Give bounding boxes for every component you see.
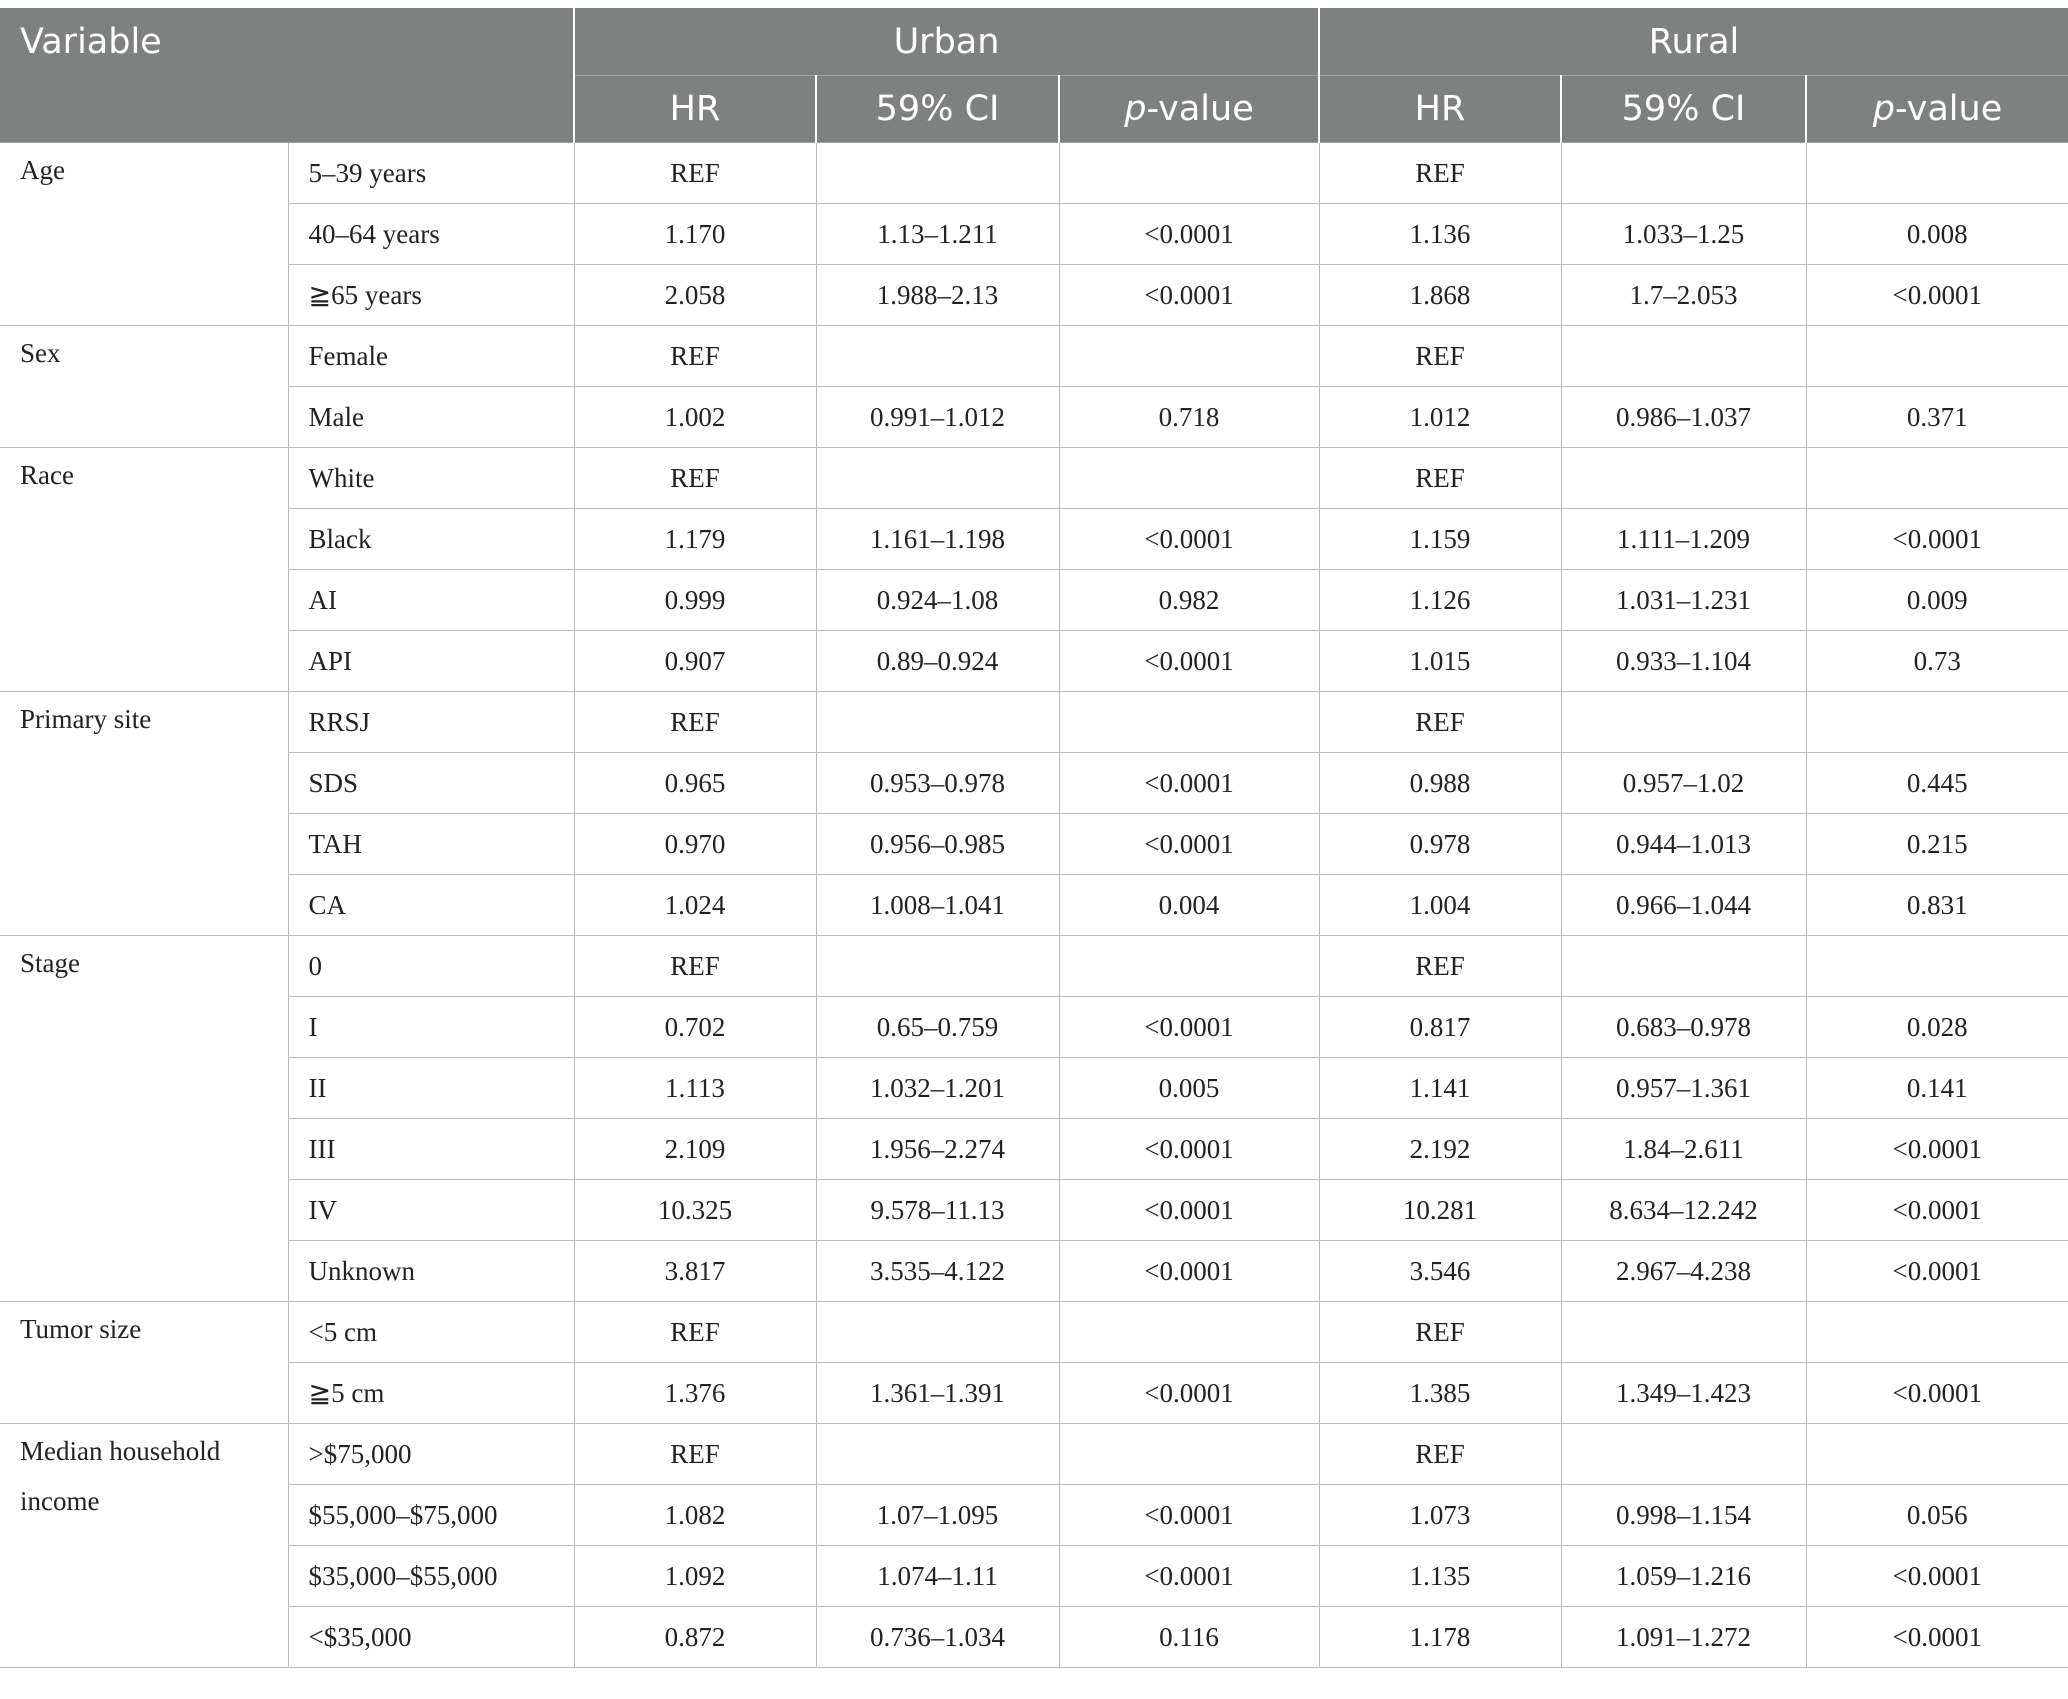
variable-header: Variable — [0, 8, 574, 143]
table-row — [0, 1546, 2068, 1607]
rural-ci-cell — [1561, 448, 1806, 509]
urban-hr-cell: 0.872 — [574, 1607, 816, 1668]
urban-p-cell: 0.718 — [1059, 387, 1319, 448]
urban-hr-cell: 3.817 — [574, 1241, 816, 1302]
urban-p-cell: <0.0001 — [1059, 1485, 1319, 1546]
urban-hr-cell: REF — [574, 326, 816, 387]
rural-hr-cell: 0.988 — [1319, 753, 1561, 814]
level-label: 5–39 years — [288, 143, 574, 204]
urban-ci-cell — [816, 1302, 1059, 1363]
rural-hr-cell: 0.817 — [1319, 997, 1561, 1058]
p-rest: -value — [1146, 89, 1254, 129]
urban-hr-cell: REF — [574, 448, 816, 509]
table-row — [0, 1058, 2068, 1119]
rural-hr-cell: 1.012 — [1319, 387, 1561, 448]
urban-ci-cell: 9.578–11.13 — [816, 1180, 1059, 1241]
level-label: Male — [288, 387, 574, 448]
urban-ci-cell — [816, 326, 1059, 387]
urban-p-cell — [1059, 1424, 1319, 1485]
urban-hr-cell: 1.002 — [574, 387, 816, 448]
table-row — [0, 265, 2068, 326]
table-row — [0, 997, 2068, 1058]
level-label: I — [288, 997, 574, 1058]
table-row — [0, 509, 2068, 570]
rural-ci-cell: 0.683–0.978 — [1561, 997, 1806, 1058]
p-italic: p — [1124, 89, 1147, 129]
urban-ci-cell — [816, 936, 1059, 997]
level-label: RRSJ — [288, 692, 574, 753]
table-row — [0, 1607, 2068, 1668]
table-row — [0, 1180, 2068, 1241]
p-rest: -value — [1894, 89, 2003, 129]
urban-p-cell — [1059, 936, 1319, 997]
level-label: Unknown — [288, 1241, 574, 1302]
table-row — [0, 326, 2068, 387]
rural-ci-cell: 1.091–1.272 — [1561, 1607, 1806, 1668]
urban-hr-cell: 0.907 — [574, 631, 816, 692]
urban-p-cell — [1059, 143, 1319, 204]
rural-p-cell: 0.141 — [1806, 1058, 2068, 1119]
table-row — [0, 143, 2068, 204]
urban-ci-cell: 1.07–1.095 — [816, 1485, 1059, 1546]
level-label: TAH — [288, 814, 574, 875]
rural-ci-cell: 1.7–2.053 — [1561, 265, 1806, 326]
urban-hr-cell: REF — [574, 936, 816, 997]
level-label: SDS — [288, 753, 574, 814]
rural-p-cell: 0.73 — [1806, 631, 2068, 692]
level-label: III — [288, 1119, 574, 1180]
table-row — [0, 875, 2068, 936]
urban-hr-cell: 0.965 — [574, 753, 816, 814]
urban-hr-cell: 10.325 — [574, 1180, 816, 1241]
table-row — [0, 1241, 2068, 1302]
urban-hr-header: HR — [574, 76, 816, 143]
urban-ci-cell: 1.13–1.211 — [816, 204, 1059, 265]
urban-header: Urban — [574, 8, 1319, 76]
table-row — [0, 1363, 2068, 1424]
rural-hr-cell: 1.141 — [1319, 1058, 1561, 1119]
table-row — [0, 387, 2068, 448]
urban-ci-cell: 1.008–1.041 — [816, 875, 1059, 936]
rural-p-cell — [1806, 936, 2068, 997]
rural-p-header — [1806, 76, 2068, 143]
rural-hr-cell: 1.126 — [1319, 570, 1561, 631]
rural-hr-cell: 1.385 — [1319, 1363, 1561, 1424]
level-label: Black — [288, 509, 574, 570]
rural-ci-cell — [1561, 936, 1806, 997]
urban-p-cell: <0.0001 — [1059, 265, 1319, 326]
urban-ci-cell: 0.956–0.985 — [816, 814, 1059, 875]
rural-hr-cell: REF — [1319, 692, 1561, 753]
rural-p-cell — [1806, 143, 2068, 204]
level-label: AI — [288, 570, 574, 631]
rural-ci-cell — [1561, 1424, 1806, 1485]
rural-ci-cell — [1561, 143, 1806, 204]
urban-p-cell: <0.0001 — [1059, 204, 1319, 265]
level-label: 0 — [288, 936, 574, 997]
urban-p-cell: <0.0001 — [1059, 1363, 1319, 1424]
urban-ci-cell — [816, 143, 1059, 204]
level-label: ≧5 cm — [288, 1363, 574, 1424]
rural-hr-cell: 1.135 — [1319, 1546, 1561, 1607]
rural-hr-cell: 1.004 — [1319, 875, 1561, 936]
variable-group-text: Age — [20, 155, 65, 185]
p-italic: p — [1872, 89, 1895, 129]
rural-hr-cell: REF — [1319, 326, 1561, 387]
variable-group-text: Sex — [20, 338, 61, 368]
rural-hr-cell: 1.868 — [1319, 265, 1561, 326]
rural-ci-cell: 0.957–1.361 — [1561, 1058, 1806, 1119]
table-row — [0, 1424, 2068, 1485]
urban-p-cell: 0.004 — [1059, 875, 1319, 936]
variable-group-text: Primary site — [20, 704, 152, 734]
urban-p-cell: 0.982 — [1059, 570, 1319, 631]
rural-ci-cell: 0.998–1.154 — [1561, 1485, 1806, 1546]
rural-hr-cell: 1.178 — [1319, 1607, 1561, 1668]
urban-ci-header: 59% CI — [816, 76, 1059, 143]
urban-p-cell — [1059, 692, 1319, 753]
urban-p-cell: <0.0001 — [1059, 1241, 1319, 1302]
header-row-groups — [0, 8, 2068, 76]
urban-p-cell: <0.0001 — [1059, 1180, 1319, 1241]
rural-p-cell: <0.0001 — [1806, 1119, 2068, 1180]
rural-p-cell: 0.445 — [1806, 753, 2068, 814]
rural-p-cell — [1806, 448, 2068, 509]
urban-hr-cell: 2.058 — [574, 265, 816, 326]
urban-ci-cell: 1.161–1.198 — [816, 509, 1059, 570]
hazard-ratio-table — [0, 8, 2068, 1668]
rural-hr-cell: 1.015 — [1319, 631, 1561, 692]
urban-p-cell — [1059, 326, 1319, 387]
level-label: <$35,000 — [288, 1607, 574, 1668]
level-label: API — [288, 631, 574, 692]
urban-p-cell: <0.0001 — [1059, 753, 1319, 814]
rural-ci-cell: 1.111–1.209 — [1561, 509, 1806, 570]
urban-ci-cell: 0.736–1.034 — [816, 1607, 1059, 1668]
rural-p-cell — [1806, 692, 2068, 753]
rural-hr-cell: REF — [1319, 143, 1561, 204]
urban-hr-cell: REF — [574, 1302, 816, 1363]
rural-ci-cell: 0.986–1.037 — [1561, 387, 1806, 448]
variable-group-text: Stage — [20, 948, 80, 978]
rural-header: Rural — [1319, 8, 2068, 76]
table-row — [0, 631, 2068, 692]
rural-hr-header: HR — [1319, 76, 1561, 143]
table-row — [0, 204, 2068, 265]
table-row — [0, 1485, 2068, 1546]
rural-ci-cell — [1561, 692, 1806, 753]
level-label: 40–64 years — [288, 204, 574, 265]
urban-ci-cell: 0.89–0.924 — [816, 631, 1059, 692]
urban-hr-cell: 1.170 — [574, 204, 816, 265]
urban-hr-cell: 1.179 — [574, 509, 816, 570]
urban-ci-cell: 1.032–1.201 — [816, 1058, 1059, 1119]
urban-p-cell — [1059, 448, 1319, 509]
urban-ci-cell — [816, 1424, 1059, 1485]
rural-p-cell: <0.0001 — [1806, 509, 2068, 570]
urban-ci-cell: 0.953–0.978 — [816, 753, 1059, 814]
rural-ci-cell: 0.933–1.104 — [1561, 631, 1806, 692]
variable-group-text: Tumor size — [20, 1314, 142, 1344]
rural-hr-cell: REF — [1319, 1424, 1561, 1485]
urban-ci-cell: 3.535–4.122 — [816, 1241, 1059, 1302]
urban-hr-cell: 2.109 — [574, 1119, 816, 1180]
urban-p-cell: <0.0001 — [1059, 631, 1319, 692]
rural-hr-cell: REF — [1319, 1302, 1561, 1363]
rural-p-cell: 0.028 — [1806, 997, 2068, 1058]
rural-ci-cell: 1.031–1.231 — [1561, 570, 1806, 631]
table-row — [0, 1302, 2068, 1363]
rural-ci-cell: 1.349–1.423 — [1561, 1363, 1806, 1424]
variable-group-text: Race — [20, 460, 74, 490]
table-row — [0, 753, 2068, 814]
rural-ci-cell: 1.059–1.216 — [1561, 1546, 1806, 1607]
rural-hr-cell: 3.546 — [1319, 1241, 1561, 1302]
rural-p-cell: 0.371 — [1806, 387, 2068, 448]
level-label: IV — [288, 1180, 574, 1241]
variable-group-label — [0, 326, 288, 448]
table-row — [0, 1119, 2068, 1180]
rural-ci-cell: 1.84–2.611 — [1561, 1119, 1806, 1180]
urban-ci-cell: 1.074–1.11 — [816, 1546, 1059, 1607]
variable-group-label — [0, 143, 288, 326]
urban-hr-cell: REF — [574, 1424, 816, 1485]
rural-ci-cell: 0.966–1.044 — [1561, 875, 1806, 936]
rural-p-cell: 0.215 — [1806, 814, 2068, 875]
rural-p-cell — [1806, 1424, 2068, 1485]
urban-ci-cell: 0.924–1.08 — [816, 570, 1059, 631]
table-row — [0, 936, 2068, 997]
urban-hr-cell: 1.024 — [574, 875, 816, 936]
rural-hr-cell: 0.978 — [1319, 814, 1561, 875]
variable-group-label — [0, 1424, 288, 1668]
rural-p-cell — [1806, 326, 2068, 387]
urban-ci-cell — [816, 448, 1059, 509]
urban-p-cell: 0.005 — [1059, 1058, 1319, 1119]
level-label: II — [288, 1058, 574, 1119]
rural-hr-cell: 2.192 — [1319, 1119, 1561, 1180]
rural-ci-cell: 0.944–1.013 — [1561, 814, 1806, 875]
rural-hr-cell: 1.159 — [1319, 509, 1561, 570]
table-row — [0, 692, 2068, 753]
rural-ci-cell: 2.967–4.238 — [1561, 1241, 1806, 1302]
urban-hr-cell: 1.082 — [574, 1485, 816, 1546]
rural-p-cell: <0.0001 — [1806, 265, 2068, 326]
level-label: >$75,000 — [288, 1424, 574, 1485]
rural-hr-cell: 10.281 — [1319, 1180, 1561, 1241]
rural-hr-cell: REF — [1319, 448, 1561, 509]
urban-ci-cell: 1.361–1.391 — [816, 1363, 1059, 1424]
variable-group-label — [0, 692, 288, 936]
urban-p-cell: <0.0001 — [1059, 997, 1319, 1058]
urban-hr-cell: 0.999 — [574, 570, 816, 631]
level-label: ≧65 years — [288, 265, 574, 326]
rural-p-cell: <0.0001 — [1806, 1546, 2068, 1607]
urban-p-cell: <0.0001 — [1059, 814, 1319, 875]
rural-ci-cell: 1.033–1.25 — [1561, 204, 1806, 265]
rural-hr-cell: 1.073 — [1319, 1485, 1561, 1546]
urban-hr-cell: 1.376 — [574, 1363, 816, 1424]
urban-ci-cell: 0.65–0.759 — [816, 997, 1059, 1058]
level-label: White — [288, 448, 574, 509]
rural-p-cell — [1806, 1302, 2068, 1363]
rural-p-cell: <0.0001 — [1806, 1180, 2068, 1241]
level-label: Female — [288, 326, 574, 387]
rural-p-cell: 0.831 — [1806, 875, 2068, 936]
rural-ci-cell — [1561, 1302, 1806, 1363]
rural-p-cell: <0.0001 — [1806, 1607, 2068, 1668]
urban-p-cell: <0.0001 — [1059, 509, 1319, 570]
table-row — [0, 570, 2068, 631]
variable-group-label — [0, 1302, 288, 1424]
rural-hr-cell: REF — [1319, 936, 1561, 997]
variable-group-text: Median household income — [20, 1436, 221, 1516]
urban-ci-cell: 1.956–2.274 — [816, 1119, 1059, 1180]
urban-p-cell — [1059, 1302, 1319, 1363]
urban-ci-cell: 1.988–2.13 — [816, 265, 1059, 326]
rural-ci-cell — [1561, 326, 1806, 387]
urban-p-cell: <0.0001 — [1059, 1546, 1319, 1607]
rural-ci-cell: 0.957–1.02 — [1561, 753, 1806, 814]
urban-hr-cell: 1.092 — [574, 1546, 816, 1607]
urban-hr-cell: 0.702 — [574, 997, 816, 1058]
rural-p-cell: 0.008 — [1806, 204, 2068, 265]
urban-p-cell: <0.0001 — [1059, 1119, 1319, 1180]
urban-ci-cell — [816, 692, 1059, 753]
level-label: $35,000–$55,000 — [288, 1546, 574, 1607]
rural-p-cell: 0.009 — [1806, 570, 2068, 631]
urban-ci-cell: 0.991–1.012 — [816, 387, 1059, 448]
rural-ci-cell: 8.634–12.242 — [1561, 1180, 1806, 1241]
rural-hr-cell: 1.136 — [1319, 204, 1561, 265]
table-body — [0, 143, 2068, 1668]
urban-p-header — [1059, 76, 1319, 143]
urban-hr-cell: 0.970 — [574, 814, 816, 875]
urban-hr-cell: REF — [574, 143, 816, 204]
rural-p-cell: <0.0001 — [1806, 1241, 2068, 1302]
urban-p-cell: 0.116 — [1059, 1607, 1319, 1668]
level-label: $55,000–$75,000 — [288, 1485, 574, 1546]
table-row — [0, 814, 2068, 875]
level-label: <5 cm — [288, 1302, 574, 1363]
urban-hr-cell: REF — [574, 692, 816, 753]
level-label: CA — [288, 875, 574, 936]
rural-p-cell: 0.056 — [1806, 1485, 2068, 1546]
variable-group-label — [0, 448, 288, 692]
urban-hr-cell: 1.113 — [574, 1058, 816, 1119]
rural-p-cell: <0.0001 — [1806, 1363, 2068, 1424]
variable-group-label — [0, 936, 288, 1302]
table-row — [0, 448, 2068, 509]
rural-ci-header: 59% CI — [1561, 76, 1806, 143]
